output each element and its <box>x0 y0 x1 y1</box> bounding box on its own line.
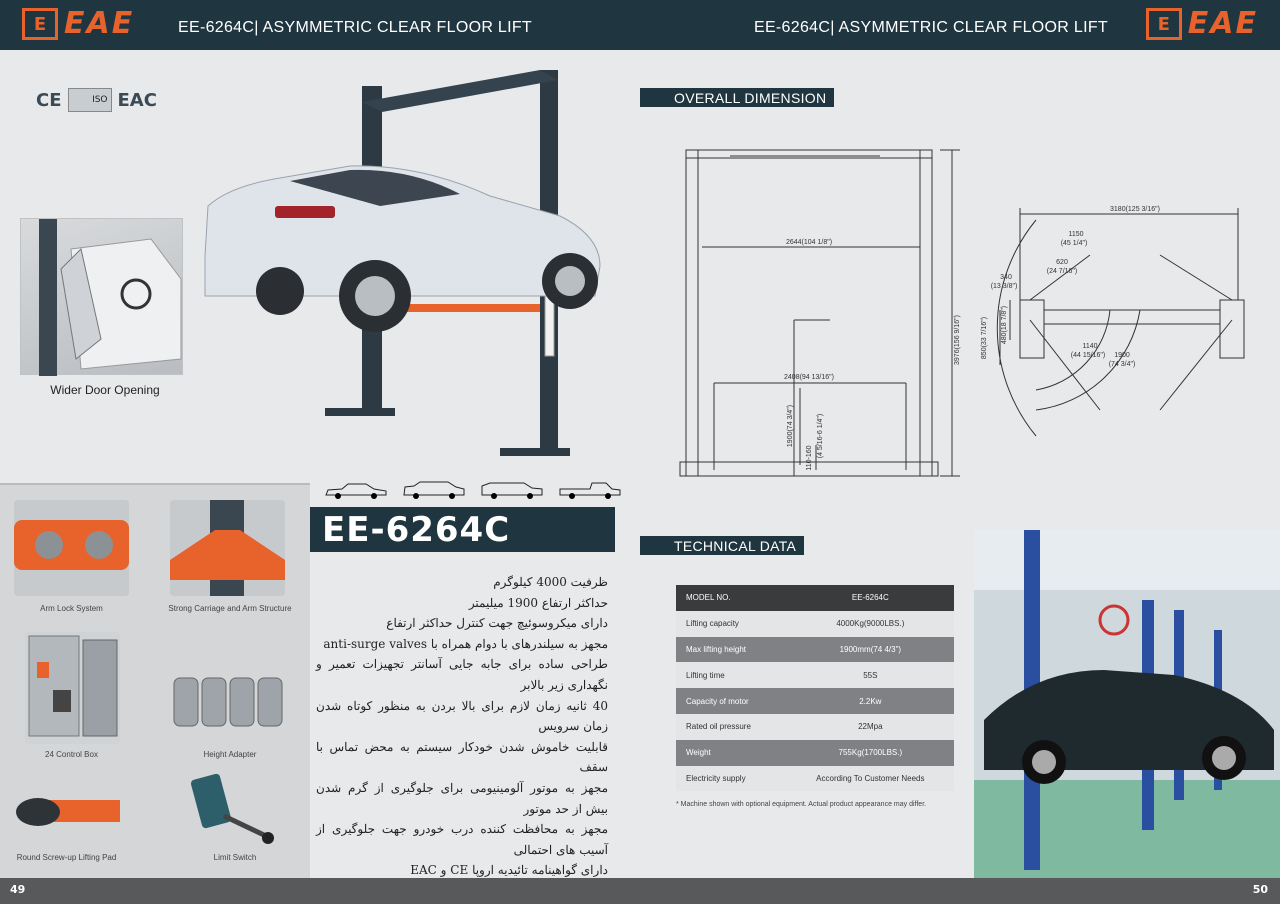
dim-label: (74 3/4") <box>1108 361 1136 368</box>
iso-mark: ISO <box>68 88 112 112</box>
base-plate-left <box>325 408 395 416</box>
vehicle-type-icons <box>324 480 622 500</box>
dim-label: 110-160 <box>806 445 813 471</box>
suv-icon <box>402 480 466 500</box>
spec-label: Electricity supply <box>676 766 787 792</box>
dim-label: 1150 <box>1068 231 1084 238</box>
description-line: قابلیت خاموش شدن خودکار سیستم به محض تماس با سقف <box>316 739 608 775</box>
dim-label: 850(33 7/16") <box>981 316 988 360</box>
description-line: دارای میکروسوئیچ جهت کنترل حداکثر ارتفاع <box>386 616 608 631</box>
footer-bar <box>0 878 1280 904</box>
lift-arm <box>400 304 540 312</box>
topview-column-right <box>1220 300 1244 358</box>
dim-label: 3976(156 9/16") <box>954 315 961 365</box>
door-opening-caption: Wider Door Opening <box>50 383 160 397</box>
dim-label: 480(18 7/8") <box>1001 305 1008 345</box>
table-row <box>676 585 954 611</box>
spec-label: Lifting capacity <box>676 611 787 637</box>
description-line: حداکثر ارتفاع 1900 میلیمتر <box>468 595 608 610</box>
spec-label: Rated oil pressure <box>676 714 787 740</box>
lift-hero-illustration <box>200 66 610 461</box>
spec-value: 2.2Kw <box>787 688 954 714</box>
dim-label: 1900(74 3/4") <box>787 404 794 448</box>
table-row <box>676 714 954 740</box>
front-dimension-drawing <box>670 140 970 485</box>
spec-value: EE-6264C <box>787 585 954 611</box>
topview-column-left <box>1020 300 1044 358</box>
feature-label: Arm Lock System <box>40 604 103 613</box>
spec-label: Capacity of motor <box>676 688 787 714</box>
certification-marks <box>36 88 157 112</box>
pickup-icon <box>558 480 622 500</box>
dim-label: 620 <box>1056 259 1068 266</box>
arm-lock-photo <box>14 500 129 596</box>
front-top-beam <box>686 150 932 158</box>
front-column-right <box>920 150 932 476</box>
description-line: مجهز به سیلندرهای با دوام همراه با anti-surge valves <box>323 636 608 651</box>
spec-value: 4000Kg(9000LBS.) <box>787 611 954 637</box>
feature-label: Limit Switch <box>213 853 257 862</box>
dim-label: 2644(104 1/8") <box>785 239 833 246</box>
topview-crossbar <box>1044 310 1220 324</box>
spec-value: 1900mm(74 4/3") <box>787 637 954 663</box>
disclaimer-note: * Machine shown with optional equipment. Actual product appearance may differ. <box>676 801 927 808</box>
eac-mark: EAC <box>117 89 157 111</box>
brand-name: EAE <box>64 6 135 41</box>
logo-mark-icon: E <box>22 8 58 40</box>
base-plate-right <box>500 448 570 456</box>
header-title-right: EE-6264C| ASYMMETRIC CLEAR FLOOR LIFT <box>753 19 1108 36</box>
technical-data-heading: TECHNICAL DATA <box>640 536 804 555</box>
spec-value: 755Kg(1700LBS.) <box>787 740 954 766</box>
dim-label: 340 <box>1000 274 1012 281</box>
spec-label: Weight <box>676 740 787 766</box>
sedan-icon <box>324 480 388 500</box>
top-view-dimension-drawing <box>970 200 1260 445</box>
carriage-arm-photo <box>170 500 285 596</box>
description-fa <box>316 572 608 902</box>
spec-label: Max lifting height <box>676 637 787 663</box>
feature-label: Strong Carriage and Arm Structure <box>168 604 292 613</box>
workshop-photo <box>974 530 1280 878</box>
dim-label: 1900 <box>1114 352 1130 359</box>
page-number-right: 50 <box>1252 883 1268 896</box>
description-line: ظرفیت 4000 کیلوگرم <box>493 575 608 589</box>
model-title: EE-6264C <box>322 510 511 550</box>
dim-label: (13 3/8") <box>990 283 1018 290</box>
lift-top-beam <box>362 70 558 112</box>
spec-value: 55S <box>787 662 954 688</box>
feature-label: Height Adapter <box>203 750 257 759</box>
dim-label: 2408(94 13/16") <box>784 374 834 381</box>
door-photo-art <box>21 219 184 376</box>
dim-label: 3180(125 3/16") <box>1110 206 1160 213</box>
description-line: مجهز به موتور آلومینیومی برای جلوگیری از گرم شدن بیش از حد موتور <box>316 780 608 816</box>
spec-value: 22Mpa <box>787 714 954 740</box>
dim-label: (4 5/16-6 1/4") <box>817 413 824 459</box>
feature-label: 24 Control Box <box>45 750 98 759</box>
front-column-left <box>686 150 698 476</box>
table-row <box>676 611 954 637</box>
table-row <box>676 662 954 688</box>
page-number-left: 49 <box>10 883 26 896</box>
description-line: مجهز به محافظت کننده درب خودرو جهت جلوگیری از آسیب های احتمالی <box>316 822 608 857</box>
spec-value: According To Customer Needs <box>787 766 954 792</box>
spec-label: MODEL NO. <box>676 585 787 611</box>
limit-switch-photo <box>186 766 276 846</box>
brand-logo-right <box>1146 8 1258 40</box>
spec-label: Lifting time <box>676 662 787 688</box>
door-opening-photo <box>20 218 183 375</box>
logo-mark-icon: E <box>1146 8 1182 40</box>
ce-mark: CE <box>36 89 62 111</box>
overall-dimension-heading: OVERALL DIMENSION <box>640 88 834 107</box>
description-line: دارای گواهینامه تائیدیه اروپا CE و EAC <box>410 863 608 878</box>
header-title-left: EE-6264C| ASYMMETRIC CLEAR FLOOR LIFT <box>178 19 533 36</box>
dim-label: (44 15/16") <box>1070 352 1106 359</box>
lifting-pad-photo <box>14 788 120 838</box>
dim-label: 1140 <box>1082 343 1098 350</box>
brand-logo-left <box>22 8 134 40</box>
description-line: طراحی ساده برای جابه جایی آسانتر تجهیزات تعمیر و نگهداری زیر بالابر <box>316 657 608 692</box>
feature-label: Round Screw-up Lifting Pad <box>16 853 117 862</box>
height-adapter-photo <box>170 670 288 730</box>
offroad-icon <box>480 480 544 500</box>
description-line: 40 ثانیه زمان لازم برای بالا بردن به منظور کوتاه شدن زمان سرویس <box>316 698 608 734</box>
table-row <box>676 637 954 663</box>
brand-name: EAE <box>1187 6 1258 41</box>
table-row <box>676 766 954 792</box>
table-row <box>676 740 954 766</box>
table-row <box>676 688 954 714</box>
technical-data-table <box>676 585 954 791</box>
control-box-photo <box>25 632 120 744</box>
dim-label: (45 1/4") <box>1060 240 1088 247</box>
dim-label: (24 7/16") <box>1046 268 1078 275</box>
